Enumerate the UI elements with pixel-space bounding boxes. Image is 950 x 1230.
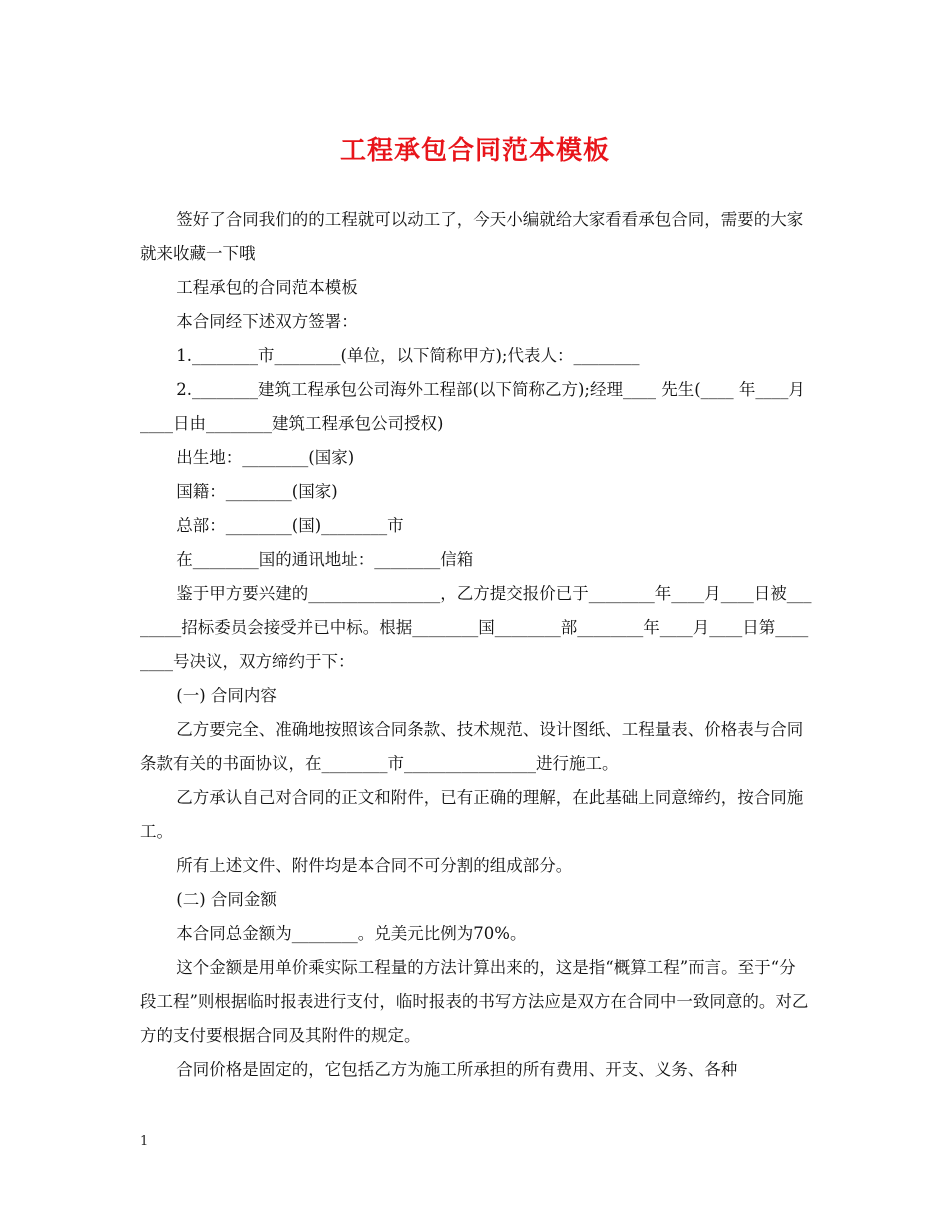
- paragraph-party-a: 1.________市________(单位，以下简称甲方);代表人：________: [176, 346, 640, 365]
- paragraph-birthplace: 出生地：________(国家): [176, 448, 355, 467]
- paragraph-party-b: 2.________建筑工程承包公司海外工程部(以下简称乙方);经理____ 先生(____ 年____月____日由________建筑工程承包公司授权): [140, 380, 805, 433]
- paragraph-amount-3: 合同价格是固定的，它包括乙方为施工所承担的所有费用、开支、义务、各种: [176, 1060, 738, 1079]
- paragraph-address: 在________国的通讯地址：________信箱: [176, 550, 474, 569]
- paragraph-contents-3: 所有上述文件、附件均是本合同不可分割的组成部分。: [176, 856, 573, 875]
- paragraph-contents-1: 乙方要完全、准确地按照该合同条款、技术规范、设计图纸、工程量表、价格表与合同条款有关的书面协议，在________市________________进行施工。: [140, 720, 804, 773]
- document-title: 工程承包合同范本模板: [339, 136, 610, 166]
- paragraph-amount-2: 这个金额是用单价乘实际工程量的方法计算出来的，这是指“概算工程”而言。至于“分段工程”则根据临时报表进行支付，临时报表的书写方法应是双方在合同中一致同意的。对乙方的支付要根据合同及其附件的规定。: [140, 958, 809, 1045]
- page-number: 1: [140, 1134, 149, 1149]
- section-heading-amount: (二) 合同金额: [176, 890, 277, 909]
- section-heading-contents: (一) 合同内容: [176, 686, 277, 705]
- paragraph-signing: 本合同经下述双方签署：: [176, 312, 358, 331]
- paragraph-headquarters: 总部：________(国)________市: [176, 516, 404, 535]
- paragraph-whereas: 鉴于甲方要兴建的________________，乙方提交报价已于________年____月____日被________招标委员会接受并已中标。根据________国________部________年____月____日第________号决议，双方缔约于下：: [140, 584, 812, 671]
- paragraph-amount-1: 本合同总金额为________。兑美元比例为70%。: [176, 924, 527, 943]
- paragraph-contents-2: 乙方承认自己对合同的正文和附件，已有正确的理解，在此基础上同意缔约，按合同施工。: [140, 788, 804, 841]
- paragraph-nationality: 国籍：________(国家): [176, 482, 338, 501]
- paragraph-intro: 签好了合同我们的的工程就可以动工了，今天小编就给大家看看承包合同，需要的大家就来收藏一下哦: [140, 210, 804, 263]
- paragraph-subtitle: 工程承包的合同范本模板: [176, 278, 358, 297]
- document-body: [140, 203, 812, 1087]
